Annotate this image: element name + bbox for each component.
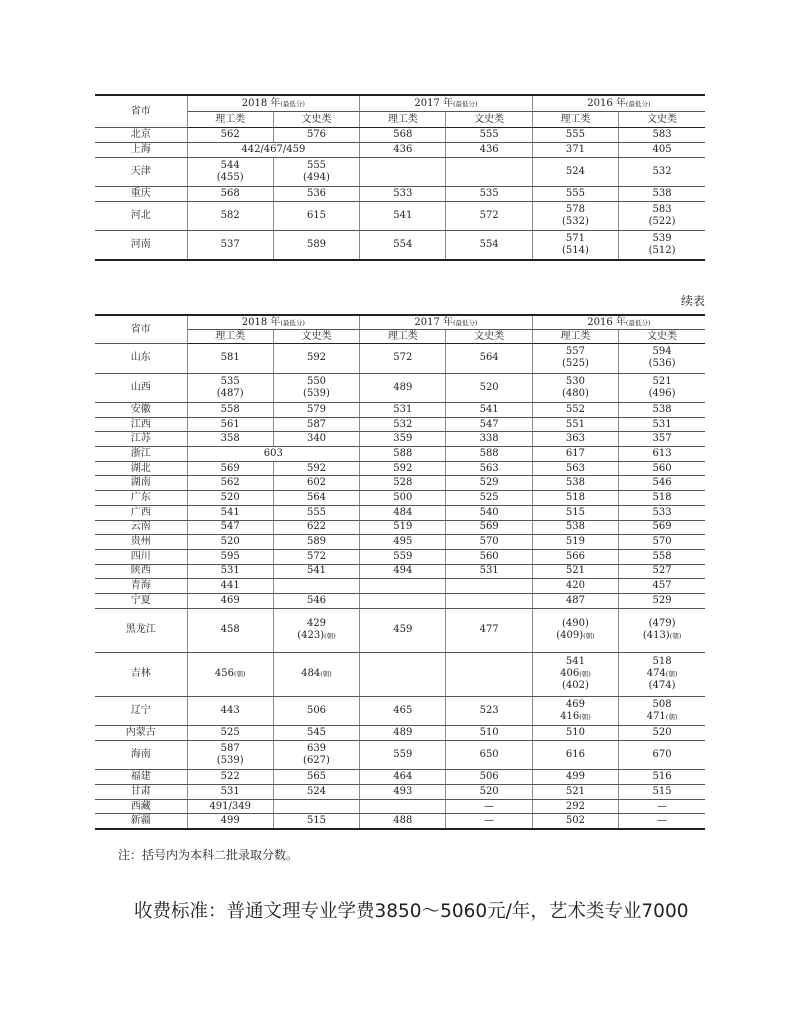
score-cell [273,579,359,594]
table-row [95,447,705,462]
score-cell: 493 [360,785,446,800]
table-row [95,491,705,506]
table-row [95,520,705,535]
score-cell: 622 [273,520,359,535]
score-cell: 562 [187,476,273,491]
score-cell: 541 406(朝) (402) [532,652,618,696]
province-cell: 海南 [95,740,187,770]
score-cell: 569 [446,520,532,535]
fee-standard-text: 收费标准：普通文理专业学费3850～5060元/年，艺术类专业7000 [134,901,689,922]
table-row [95,593,705,608]
score-cell: 587 (539) [187,740,273,770]
score-cell: 488 [360,814,446,829]
score-cell: 564 [273,491,359,506]
score-cell: 502 [532,814,618,829]
score-cell: 559 [360,549,446,564]
score-cell: 338 [446,432,532,447]
province-cell: 湖北 [95,461,187,476]
score-cell: 506 [446,770,532,785]
score-cell: 429 (423)(朝) [273,608,359,652]
category-header: 理工类 [360,330,446,344]
score-cell: 547 [446,417,532,432]
table-row [95,403,705,418]
score-cell: 523 [446,696,532,726]
score-cell: 484 [360,505,446,520]
score-cell: 489 [360,373,446,403]
score-cell: 436 [360,143,446,158]
score-cell: 469 416(朝) [532,696,618,726]
score-cell: 359 [360,432,446,447]
score-cell: 531 [187,785,273,800]
score-cell: 535 (487) [187,373,273,403]
score-cell: 533 [619,505,705,520]
year-header: 2016 年(最低分) [532,315,705,330]
score-cell [273,799,359,814]
score-cell: 520 [446,373,532,403]
score-cell: 520 [619,726,705,741]
score-cell: 529 [446,476,532,491]
score-cell: 594 (536) [619,344,705,374]
score-cell: 570 [619,535,705,550]
score-cell: 499 [187,814,273,829]
score-cell: 650 [446,740,532,770]
score-cell: 576 [273,128,359,143]
score-cell: 491/349 [187,799,273,814]
province-cell: 湖南 [95,476,187,491]
province-cell: 甘肃 [95,785,187,800]
province-cell: 陕西 [95,564,187,579]
score-cell: 592 [273,461,359,476]
continued-label: 续表 [680,294,705,308]
score-cell-merged: 442/467/459 [187,143,360,158]
score-cell: 538 [532,520,618,535]
year-header: 2018 年(最低分) [187,95,360,112]
score-cell: 510 [532,726,618,741]
score-cell: 602 [273,476,359,491]
score-cell [360,579,446,594]
score-cell: 405 [619,143,705,158]
category-header: 理工类 [187,112,273,128]
score-cell: 572 [273,549,359,564]
year-header-row [95,95,705,112]
score-cell: — [446,799,532,814]
table-row [95,652,705,696]
score-cell: 588 [446,447,532,462]
score-cell: 533 [360,187,446,202]
score-cell: 357 [619,432,705,447]
province-cell: 江西 [95,417,187,432]
province-cell: 上海 [95,143,187,158]
province-cell: 吉林 [95,652,187,696]
score-cell: — [619,814,705,829]
score-cell: 420 [532,579,618,594]
table-row [95,476,705,491]
score-cell: 592 [273,344,359,374]
table-row [95,770,705,785]
score-cell: 459 [360,608,446,652]
score-cell: 521 [532,785,618,800]
table-row [95,432,705,447]
province-cell: 青海 [95,579,187,594]
score-cell: 530 (480) [532,373,618,403]
score-cell: 531 [619,417,705,432]
score-cell: 583 (522) [619,202,705,231]
province-cell: 重庆 [95,187,187,202]
score-cell: 568 [360,128,446,143]
score-cell: 371 [532,143,618,158]
score-cell: 515 [532,505,618,520]
score-cell: 525 [187,726,273,741]
score-cell: 616 [532,740,618,770]
score-cell: 572 [360,344,446,374]
score-cell [360,593,446,608]
table-row [95,461,705,476]
footnote: 注：括号内为本科二批录取分数。 [118,848,299,862]
score-cell: 516 [619,770,705,785]
score-cell: 525 [446,491,532,506]
score-cell: 499 [532,770,618,785]
score-cell: 568 [187,187,273,202]
score-cell: 532 [360,417,446,432]
score-cell: 538 [619,187,705,202]
score-cell: 555 [273,505,359,520]
province-cell: 江苏 [95,432,187,447]
score-cell: 566 [532,549,618,564]
score-cell: 508 471(朝) [619,696,705,726]
score-cell: 340 [273,432,359,447]
score-cell: 519 [360,520,446,535]
table-row [95,549,705,564]
score-cell: 520 [187,491,273,506]
score-cell [446,158,532,187]
province-cell: 贵州 [95,535,187,550]
score-cell: 522 [187,770,273,785]
score-cell: 582 [187,202,273,231]
score-cell [360,799,446,814]
category-header-row [95,330,705,344]
province-header: 省市 [95,95,187,128]
category-header: 文史类 [446,330,532,344]
province-cell: 西藏 [95,799,187,814]
score-cell: 518 [619,491,705,506]
score-cell: 554 [360,231,446,260]
province-cell: 北京 [95,128,187,143]
score-cell: (479) (413)(朝) [619,608,705,652]
score-cell: 546 [619,476,705,491]
table-row [95,143,705,158]
score-cell: 550 (539) [273,373,359,403]
score-cell: 569 [187,461,273,476]
table-row [95,535,705,550]
table-row [95,231,705,260]
table-row [95,344,705,374]
category-header: 理工类 [532,330,618,344]
score-cell: 539 (512) [619,231,705,260]
score-cell: 547 [187,520,273,535]
score-cell: 544 (455) [187,158,273,187]
category-header: 文史类 [619,330,705,344]
score-cell: 528 [360,476,446,491]
province-cell: 广东 [95,491,187,506]
score-cell: 363 [532,432,618,447]
score-cell: 617 [532,447,618,462]
score-table-2 [95,314,705,830]
province-cell: 广西 [95,505,187,520]
score-cell: 560 [446,549,532,564]
score-cell: 537 [187,231,273,260]
province-cell: 河北 [95,202,187,231]
category-header: 文史类 [273,112,359,128]
table-row [95,505,705,520]
score-cell: 292 [532,799,618,814]
score-cell: 541 [446,403,532,418]
score-cell: 559 [360,740,446,770]
category-header: 文史类 [619,112,705,128]
province-cell: 安徽 [95,403,187,418]
score-cell: 521 [532,564,618,579]
province-cell: 河南 [95,231,187,260]
score-cell: 555 [532,128,618,143]
score-cell: 520 [446,785,532,800]
province-cell: 内蒙古 [95,726,187,741]
score-cell: 558 [619,549,705,564]
table-row [95,740,705,770]
year-header-row [95,315,705,330]
score-cell: 552 [532,403,618,418]
year-header: 2017 年(最低分) [360,95,533,112]
score-cell [446,652,532,696]
score-cell: 436 [446,143,532,158]
score-cell: 464 [360,770,446,785]
score-cell: 518 474(朝) (474) [619,652,705,696]
table-row [95,187,705,202]
score-cell: 531 [360,403,446,418]
score-cell: 615 [273,202,359,231]
score-cell: 546 [273,593,359,608]
score-cell: 510 [446,726,532,741]
category-header: 文史类 [446,112,532,128]
province-cell: 浙江 [95,447,187,462]
score-cell [360,652,446,696]
score-cell: 541 [273,564,359,579]
score-cell: 588 [360,447,446,462]
score-cell [360,158,446,187]
score-cell: 639 (627) [273,740,359,770]
score-cell: 554 [446,231,532,260]
table-row [95,202,705,231]
score-cell: 555 (494) [273,158,359,187]
score-cell: 518 [532,491,618,506]
table-row [95,373,705,403]
score-cell: 521 (496) [619,373,705,403]
score-cell: 555 [446,128,532,143]
score-cell: 564 [446,344,532,374]
score-cell: 555 [532,187,618,202]
table-row [95,814,705,829]
score-cell: 441 [187,579,273,594]
score-cell [446,593,532,608]
score-cell: 469 [187,593,273,608]
score-cell: 563 [532,461,618,476]
province-cell: 天津 [95,158,187,187]
score-cell: 456(朝) [187,652,273,696]
score-cell: — [446,814,532,829]
score-cell: 477 [446,608,532,652]
score-cell: 535 [446,187,532,202]
table-row [95,158,705,187]
category-header: 文史类 [273,330,359,344]
score-cell: 587 [273,417,359,432]
score-cell: 465 [360,696,446,726]
score-cell: 527 [619,564,705,579]
year-header: 2018 年(最低分) [187,315,360,330]
province-cell: 辽宁 [95,696,187,726]
score-cell: 524 [273,785,359,800]
table-row [95,564,705,579]
score-cell: 529 [619,593,705,608]
score-cell: 545 [273,726,359,741]
score-cell: 560 [619,461,705,476]
score-cell: 538 [532,476,618,491]
score-cell: 551 [532,417,618,432]
score-cell: 670 [619,740,705,770]
score-cell: 524 [532,158,618,187]
score-cell: 520 [187,535,273,550]
score-cell: 358 [187,432,273,447]
score-cell: 541 [187,505,273,520]
score-cell: 595 [187,549,273,564]
category-header: 理工类 [360,112,446,128]
category-header-row [95,112,705,128]
score-cell: 487 [532,593,618,608]
table-row [95,128,705,143]
province-cell: 黑龙江 [95,608,187,652]
score-cell: 457 [619,579,705,594]
score-cell: 532 [619,158,705,187]
score-table-1 [95,94,705,261]
score-cell: 458 [187,608,273,652]
score-cell: 592 [360,461,446,476]
score-cell: 562 [187,128,273,143]
table-row [95,579,705,594]
score-cell: 589 [273,535,359,550]
score-cell: 489 [360,726,446,741]
province-cell: 新疆 [95,814,187,829]
score-cell: 563 [446,461,532,476]
score-cell: (490) (409)(朝) [532,608,618,652]
score-cell: 565 [273,770,359,785]
score-cell: 557 (525) [532,344,618,374]
score-cell: 540 [446,505,532,520]
score-cell: 613 [619,447,705,462]
table-row [95,608,705,652]
year-header: 2017 年(最低分) [360,315,533,330]
table-row [95,726,705,741]
category-header: 理工类 [187,330,273,344]
score-cell: 519 [532,535,618,550]
table-row [95,696,705,726]
score-cell: 570 [446,535,532,550]
score-cell: 558 [187,403,273,418]
score-cell: 571 (514) [532,231,618,260]
score-cell: 494 [360,564,446,579]
province-cell: 山西 [95,373,187,403]
score-cell: 484(朝) [273,652,359,696]
score-cell: 506 [273,696,359,726]
score-cell: 581 [187,344,273,374]
table-row [95,785,705,800]
year-header: 2016 年(最低分) [532,95,705,112]
score-cell-merged: 603 [187,447,360,462]
province-cell: 四川 [95,549,187,564]
score-cell [446,579,532,594]
score-cell: 515 [273,814,359,829]
score-cell: 538 [619,403,705,418]
table-row [95,417,705,432]
score-cell: 500 [360,491,446,506]
province-cell: 云南 [95,520,187,535]
score-cell: 569 [619,520,705,535]
score-cell: 572 [446,202,532,231]
score-cell: 561 [187,417,273,432]
category-header: 理工类 [532,112,618,128]
score-cell: 589 [273,231,359,260]
score-cell: 443 [187,696,273,726]
score-cell: 579 [273,403,359,418]
table-row [95,799,705,814]
score-cell: 495 [360,535,446,550]
province-header: 省市 [95,315,187,344]
province-cell: 宁夏 [95,593,187,608]
province-cell: 山东 [95,344,187,374]
score-cell: 536 [273,187,359,202]
score-cell: 578 (532) [532,202,618,231]
score-cell: — [619,799,705,814]
score-cell: 583 [619,128,705,143]
score-cell: 541 [360,202,446,231]
score-cell: 515 [619,785,705,800]
score-cell: 531 [187,564,273,579]
province-cell: 福建 [95,770,187,785]
score-cell: 531 [446,564,532,579]
